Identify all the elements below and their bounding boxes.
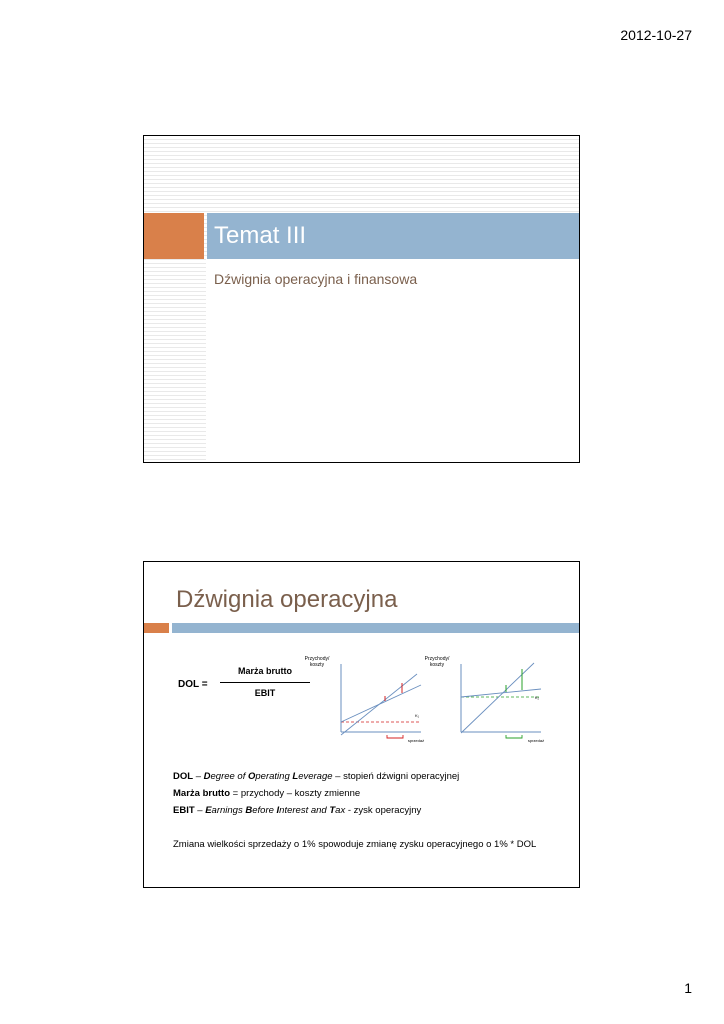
acronym-letter: D [203, 771, 211, 782]
acronym-letter: L [292, 771, 299, 782]
slide-title-text: Temat III [214, 222, 307, 249]
term-ebit: EBIT [173, 805, 195, 816]
dol-interpretation-note: Zmiana wielkości sprzedaży o 1% spowoduje zmianę zysku operacyjnego o 1% * DOL [173, 839, 537, 850]
acronym-letter: E [205, 805, 212, 816]
dash: – [193, 771, 204, 782]
acronym-letter: I [276, 805, 280, 816]
diagram-low-fixed-costs [304, 654, 429, 746]
diagram-high-fixed-costs [424, 654, 549, 746]
revenue-line [461, 663, 534, 733]
formula-numerator: Marża brutto [238, 666, 292, 676]
diagram-svg-left [304, 654, 429, 746]
expansion-part: everage [298, 771, 333, 782]
orange-accent-bar [144, 623, 169, 633]
x-axis-label: sprzedaż [527, 738, 545, 743]
sales-range-bracket [506, 735, 522, 738]
expansion-part: ax [335, 805, 346, 816]
slide-operating-leverage [143, 561, 580, 888]
revenue-line [341, 674, 417, 735]
definition-dol [173, 768, 573, 785]
formula-denominator: EBIT [254, 688, 276, 698]
definition-ebit [173, 802, 573, 819]
acronym-letter: B [245, 805, 253, 816]
slide-title [143, 135, 580, 463]
blue-accent-bar [172, 623, 579, 633]
formula-lhs: DOL = [178, 679, 208, 690]
total-costs-line [461, 689, 541, 697]
acronym-letter: O [248, 771, 256, 782]
y-axis-label-1: Przychody/ [304, 656, 330, 662]
k-label: K₂ [534, 695, 540, 700]
y-axis-label-2: koszty [429, 662, 445, 668]
slide-subtitle: Dźwignia operacyjna i finansowa [214, 271, 418, 287]
definitions-list [173, 768, 573, 819]
expansion-part: nterest and [279, 805, 330, 816]
slide-heading: Dźwignia operacyjna [176, 586, 398, 613]
acronym-letter: T [329, 805, 336, 816]
y-axis-label-1: Przychody/ [424, 656, 450, 662]
diagram-svg-right [424, 654, 549, 746]
expansion-part: egree of [210, 771, 248, 782]
x-axis-label: sprzedaż [407, 738, 425, 743]
term-marza: Marża brutto [173, 788, 230, 799]
page-date: 2012-10-27 [620, 27, 692, 43]
page-number: 1 [684, 980, 692, 996]
definition-text: = przychody – koszty zmienne [230, 788, 361, 799]
y-axis-label-2: koszty [309, 662, 325, 668]
orange-accent-block [144, 213, 204, 259]
expansion-part: efore [252, 805, 277, 816]
definition-text: - zysk operacyjny [345, 805, 422, 816]
dash: – [194, 805, 206, 816]
expansion-part: arnings [211, 805, 246, 816]
expansion-part: perating [255, 771, 293, 782]
term-dol: DOL [173, 771, 194, 782]
dol-formula [178, 666, 292, 706]
sales-range-bracket [387, 735, 403, 738]
fraction-line [220, 682, 310, 683]
total-costs-line [341, 685, 421, 722]
content-area [206, 258, 579, 462]
definition-text: – stopień dźwigni operacyjnej [332, 771, 460, 782]
k-label: K₁ [414, 713, 420, 718]
definition-marza [173, 785, 573, 802]
